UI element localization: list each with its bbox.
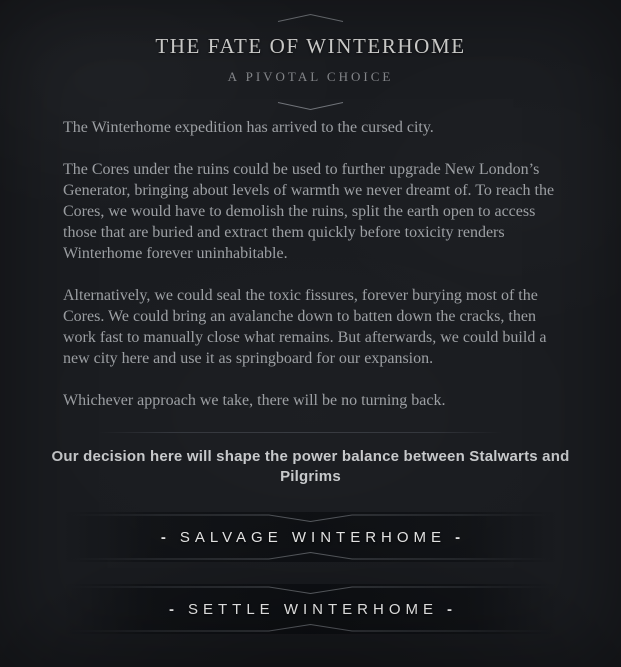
button-frame-bottom-ornament-icon xyxy=(63,550,558,562)
paragraph: The Cores under the ruins could be used to further upgrade New London’s Generator, bringing about levels of warmth we never dreamt of. To reach the Cores, we would have to demolish the ruins, split the earth open to access those that are buried and extract them quickly before toxicity renders Winterhome forever uninhabitable. xyxy=(63,161,555,262)
page-subtitle: A PIVOTAL CHOICE xyxy=(227,69,394,84)
button-dash: - xyxy=(160,528,166,546)
page-title: THE FATE OF WINTERHOME xyxy=(155,34,466,58)
button-label: SALVAGE WINTERHOME xyxy=(179,528,447,546)
paragraph: The Winterhome expedition has arrived to the cursed city. xyxy=(63,119,434,136)
note-divider xyxy=(98,432,502,433)
paragraph: Alternatively, we could seal the toxic fissures, forever burying most of the Cores. We could bring an avalanche down to batten down the cracks, then work fast to manually close what remains. But afterwards, we could build a new city here and use it as springboard for our expansion. xyxy=(63,287,547,367)
button-dash: - xyxy=(447,600,452,618)
button-frame-bottom-ornament-icon xyxy=(63,622,558,634)
settle-winterhome-button[interactable] xyxy=(63,584,558,634)
button-dash: - xyxy=(455,528,461,546)
header-divider-top-chevron-icon xyxy=(64,13,557,23)
header-divider-bottom-chevron-icon xyxy=(64,101,557,111)
button-label: SETTLE WINTERHOME xyxy=(187,600,438,618)
button-dash: - xyxy=(168,600,174,618)
button-frame-top-ornament-icon xyxy=(63,512,558,524)
event-description xyxy=(63,117,560,432)
paragraph: Whichever approach we take, there will be no turning back. xyxy=(63,392,446,409)
consequence-note: Our decision here will shape the power balance between Stalwarts and Pilgrims xyxy=(51,448,570,485)
salvage-winterhome-button[interactable] xyxy=(63,512,558,562)
button-frame-top-ornament-icon xyxy=(63,584,558,596)
